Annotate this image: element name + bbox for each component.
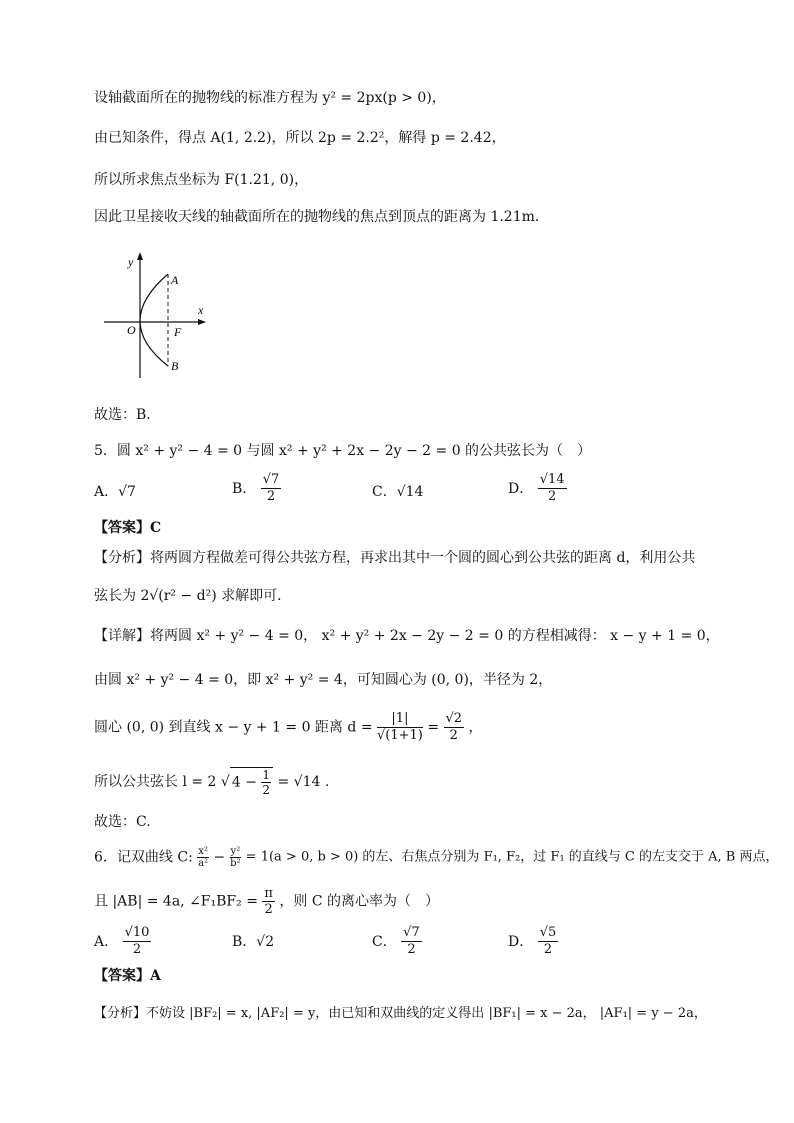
option-label: C． bbox=[372, 484, 397, 500]
y-axis-label: y bbox=[128, 255, 134, 269]
option-value: √2 bbox=[256, 934, 275, 950]
text: 所以公共弦长 l = 2 bbox=[94, 774, 217, 790]
option-label: D． bbox=[508, 933, 534, 950]
denominator: 2 bbox=[132, 942, 142, 957]
fraction bbox=[197, 846, 209, 869]
numerator: √7 bbox=[262, 472, 280, 487]
numerator: √10 bbox=[124, 925, 150, 940]
numerator: √5 bbox=[539, 925, 557, 940]
q5-analysis: 弦长为 2√(r² − d²) 求解即可． bbox=[94, 588, 292, 604]
option-label: B． bbox=[232, 480, 257, 497]
numerator: √2 bbox=[445, 711, 463, 726]
x-axis-label: x bbox=[198, 303, 204, 317]
q5-option-d bbox=[508, 472, 567, 505]
q5-option-c bbox=[372, 482, 423, 502]
option-label: B． bbox=[232, 934, 257, 950]
option-label: A． bbox=[94, 933, 119, 950]
numerator: |1| bbox=[377, 711, 423, 728]
text-line: 故选：B． bbox=[94, 407, 161, 423]
question-6-stem-2 bbox=[94, 886, 439, 917]
text: 且 |AB| = 4a, ∠F₁BF₂ = bbox=[94, 893, 258, 910]
numerator: √14 bbox=[539, 472, 565, 487]
fraction bbox=[261, 472, 282, 505]
text: = √14 . bbox=[277, 774, 330, 790]
denominator: 2 bbox=[543, 942, 553, 957]
option-label: D． bbox=[508, 480, 534, 497]
denominator: 2 bbox=[547, 489, 557, 504]
text: 圆心 (0, 0) 到直线 x − y + 1 = 0 距离 d = bbox=[94, 719, 373, 736]
q6-option-c bbox=[372, 925, 422, 958]
y-axis-arrow bbox=[137, 252, 143, 260]
q5-option-b bbox=[232, 472, 281, 505]
text: − bbox=[213, 849, 226, 866]
text: ， bbox=[468, 719, 483, 736]
q5-analysis: 【分析】将两圆方程做差可得公共弦方程，再求出其中一个圆的圆心到公共弦的距离 d，利用公共 bbox=[94, 550, 696, 566]
text: ，则 C 的离心率为（ ） bbox=[279, 893, 439, 910]
q5-detail: 【详解】将两圆 x² + y² − 4 = 0， x² + y² + 2x − 2y − 2 = 0 的方程相减得： x − y + 1 = 0， bbox=[94, 628, 720, 644]
text-line: 由已知条件，得点 A(1, 2.2)，所以 2p = 2.2²，解得 p = 2.42， bbox=[94, 130, 506, 146]
fraction bbox=[401, 925, 422, 958]
parabola-figure bbox=[100, 248, 210, 383]
q5-detail-distance bbox=[94, 711, 483, 744]
q6-answer: 【答案】A bbox=[94, 968, 161, 984]
denominator: 2 bbox=[407, 942, 416, 957]
fraction bbox=[262, 886, 275, 917]
numerator: y² bbox=[230, 846, 241, 857]
text-line: 设轴截面所在的抛物线的标准方程为 y² = 2px(p > 0)， bbox=[94, 90, 446, 106]
option-label: A． bbox=[94, 484, 119, 500]
q5-detail-length bbox=[94, 767, 329, 797]
q5-choose: 故选：C. bbox=[94, 814, 151, 830]
fraction bbox=[444, 711, 465, 744]
origin-label: O bbox=[127, 323, 136, 337]
fraction bbox=[230, 846, 242, 869]
text: 4 − bbox=[231, 774, 257, 791]
text: 6．记双曲线 C: bbox=[94, 849, 193, 866]
q6-analysis: 【分析】不妨设 |BF₂| = x, |AF₂| = y，由已知和双曲线的定义得出 |BF₁| = x − 2a， |AF₁| = y − 2a， bbox=[94, 1006, 707, 1021]
x-axis-arrow bbox=[198, 319, 206, 325]
question-6-stem bbox=[94, 846, 778, 869]
option-label: C． bbox=[372, 933, 397, 950]
denominator: 2 bbox=[262, 783, 271, 797]
denominator: 2 bbox=[266, 489, 276, 504]
q6-option-b bbox=[232, 932, 274, 952]
numerator: 1 bbox=[262, 768, 271, 782]
question-5-stem: 5．圆 x² + y² − 4 = 0 与圆 x² + y² + 2x − 2y − 2 = 0 的公共弦长为（ ） bbox=[94, 443, 592, 459]
fraction bbox=[261, 768, 271, 797]
point-b-label: B bbox=[171, 359, 179, 373]
denominator: a² bbox=[198, 858, 209, 869]
option-value: √14 bbox=[396, 484, 424, 500]
denominator: 2 bbox=[264, 902, 273, 917]
text-line: 所以所求焦点坐标为 F(1.21, 0)， bbox=[94, 172, 309, 188]
numerator: π bbox=[264, 886, 273, 901]
focus-label: F bbox=[174, 325, 182, 339]
q5-answer: 【答案】C bbox=[94, 520, 162, 536]
fraction bbox=[538, 472, 567, 505]
point-a-label: A bbox=[171, 273, 179, 287]
q5-detail: 由圆 x² + y² − 4 = 0，即 x² + y² = 4，可知圆心为 (0, 0)，半径为 2， bbox=[94, 672, 553, 688]
text: = 1(a > 0, b > 0) 的左、右焦点分别为 F₁, F₂，过 F₁ 的直线与 C 的左支交于 A, B 两点， bbox=[245, 849, 779, 865]
denominator: √(1+1) bbox=[377, 728, 423, 743]
radicand bbox=[230, 767, 273, 797]
sqrt-sign: √ bbox=[220, 774, 230, 790]
numerator: x² bbox=[198, 846, 208, 857]
denominator: b² bbox=[230, 858, 241, 869]
numerator: √7 bbox=[403, 925, 420, 940]
denominator: 2 bbox=[449, 728, 458, 743]
fraction bbox=[123, 925, 152, 958]
q6-option-d bbox=[508, 925, 558, 958]
q6-option-a bbox=[94, 925, 151, 958]
fraction bbox=[538, 925, 559, 958]
option-value: √7 bbox=[118, 484, 136, 500]
q5-option-a bbox=[94, 482, 136, 502]
text-line: 因此卫星接收天线的轴截面所在的抛物线的焦点到顶点的距离为 1.21m． bbox=[94, 209, 549, 225]
text: = bbox=[427, 719, 440, 736]
parabola-curve bbox=[140, 274, 168, 366]
fraction bbox=[377, 711, 423, 744]
